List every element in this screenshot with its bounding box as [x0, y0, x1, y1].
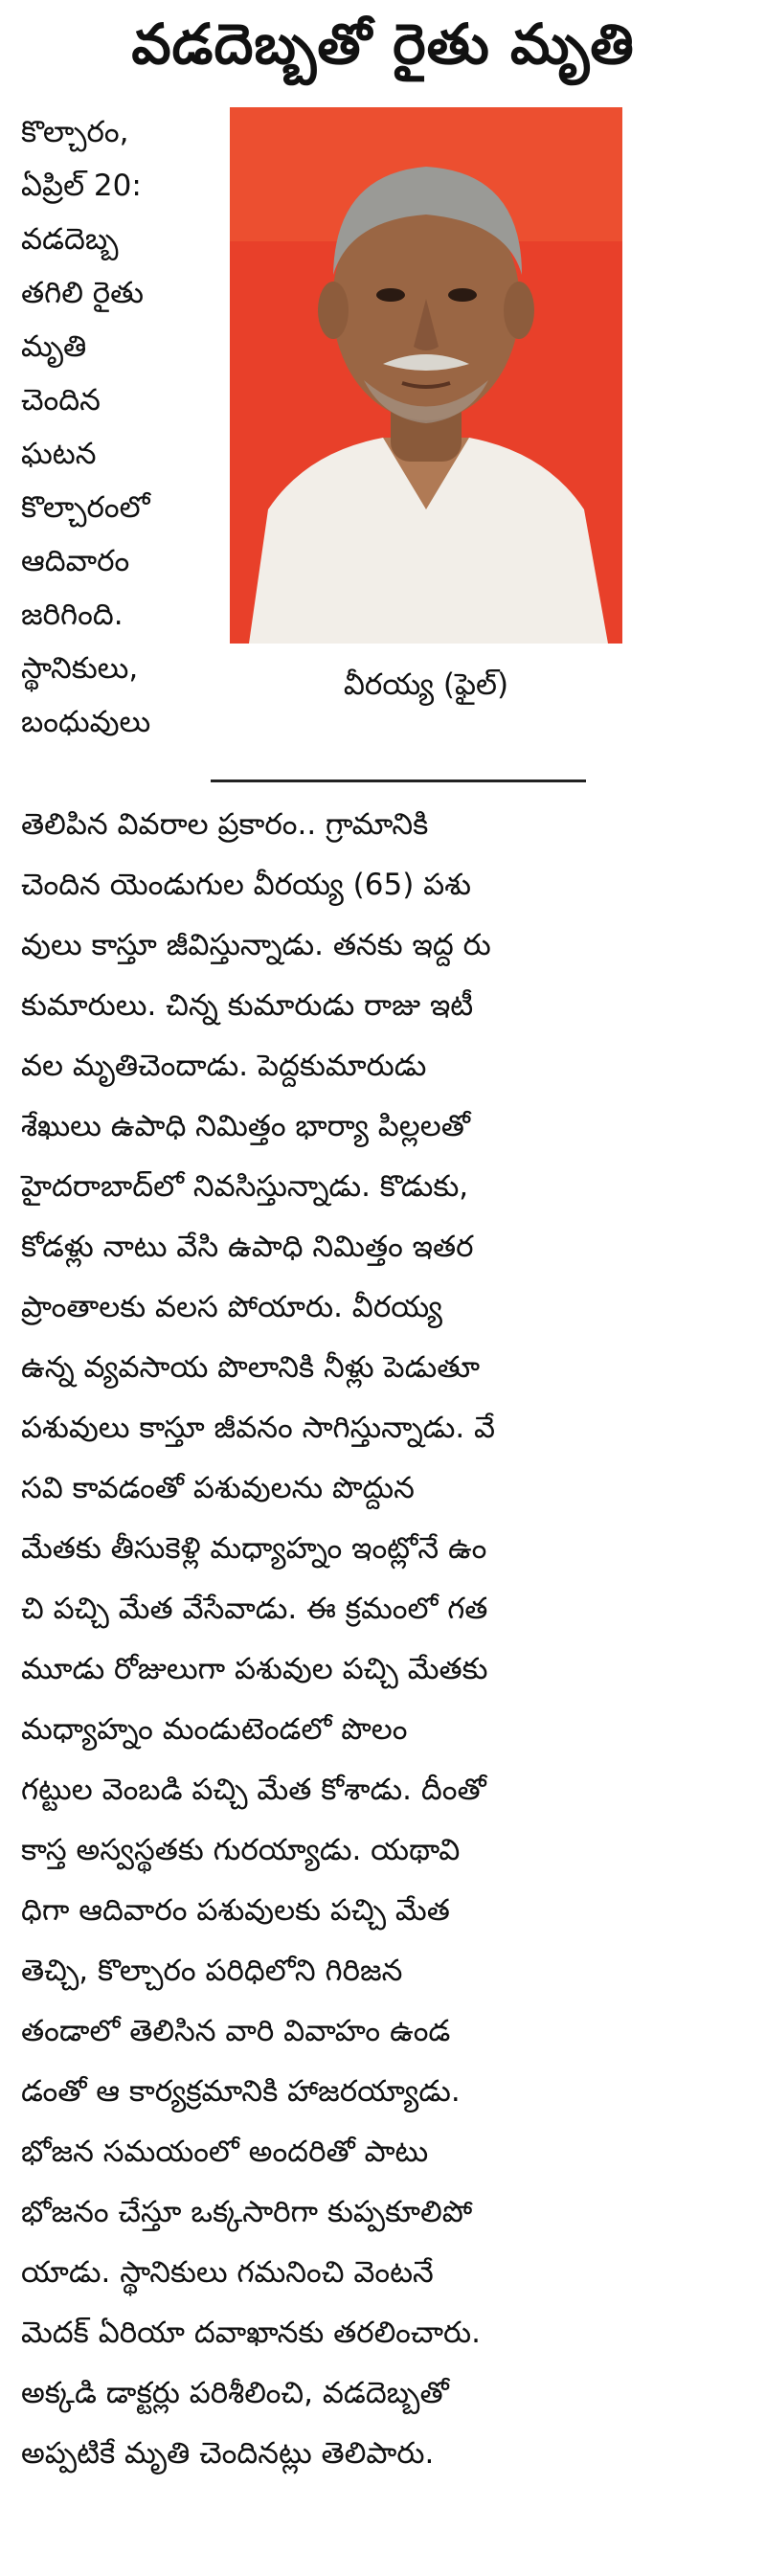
body-line: మధ్యాహ్నం మండుటెండలో పొలం — [21, 1712, 408, 1747]
body-line: యాడు. స్థానికులు గమనించి వెంటనే — [21, 2255, 434, 2290]
portrait-image — [230, 107, 622, 644]
body-line: అక్కడి డాక్టర్లు పరిశీలించి, వడదెబ్బతో — [21, 2376, 449, 2410]
body-line: ఉన్న వ్యవసాయ పొలానికి నీళ్లు పెడుతూ — [21, 1350, 481, 1385]
intro-line: తగిలి రైతు — [21, 276, 144, 310]
body-line: వులు కాస్తూ జీవిస్తున్నాడు. తనకు ఇద్ద రు — [21, 928, 491, 962]
intro-line: బంధువులు — [21, 705, 151, 739]
intro-line: వడదెబ్బ — [21, 222, 119, 257]
body-line: కోడళ్లు నాటు వేసి ఉపాధి నిమిత్తం ఇతర — [21, 1230, 474, 1264]
body-line: పశువులు కాస్తూ జీవనం సాగిస్తున్నాడు. వే — [21, 1411, 496, 1445]
body-line: తండాలో తెలిసిన వారి వివాహం ఉండ — [21, 2014, 451, 2048]
body-line: మూడు రోజులుగా పశువుల పచ్చి మేతకు — [21, 1652, 488, 1686]
body-line: హైదరాబాద్‌లో నివసిస్తున్నాడు. కొడుకు, — [21, 1169, 469, 1204]
body-line: శేఖులు ఉపాధి నిమిత్తం భార్యా పిల్లలతో — [21, 1109, 471, 1143]
headline: వడదెబ్బతో రైతు మృతి — [131, 11, 635, 77]
body-line: గట్టుల వెంబడి పచ్చి మేత కోశాడు. దీంతో — [21, 1773, 486, 1807]
photo-caption: వీరయ్య (ఫైల్) — [343, 667, 509, 702]
body-line: భోజనం చేస్తూ ఒక్కసారిగా కుప్పకూలిపో — [21, 2195, 473, 2229]
intro-line: ఏప్రిల్ 20: — [21, 169, 142, 203]
body-line: మెదక్ ఏరియా దవాఖానకు తరలించారు. — [21, 2316, 481, 2350]
body-line: తెలిపిన వివరాల ప్రకారం.. గ్రామానికి — [21, 807, 429, 842]
body-line: చెందిన యెండుగుల వీరయ్య (65) పశు — [21, 868, 471, 902]
body-line: ప్రాంతాలకు వలస పోయారు. వీరయ్య — [21, 1290, 442, 1324]
caption-divider — [211, 780, 586, 782]
intro-line: చెందిన — [21, 383, 101, 418]
body-line: కాస్త అస్వస్థతకు గురయ్యాడు. యథావి — [21, 1833, 461, 1867]
farmer-photo — [230, 107, 622, 644]
body-line: డంతో ఆ కార్యక్రమానికి హాజరయ్యాడు. — [21, 2074, 461, 2109]
article-body — [21, 795, 634, 2484]
intro-column — [21, 105, 208, 749]
body-line: మేతకు తీసుకెళ్లి మధ్యాహ్నం ఇంట్లోనే ఉం — [21, 1531, 487, 1566]
intro-line: జరిగింది. — [21, 598, 124, 632]
body-line: అప్పటికే మృతి చెందినట్లు తెలిపారు. — [21, 2436, 435, 2471]
body-line: కుమారులు. చిన్న కుమారుడు రాజు ఇటీ — [21, 988, 474, 1023]
body-line: చి పచ్చి మేత వేసేవాడు. ఈ క్రమంలో గత — [21, 1592, 488, 1626]
intro-line: మృతి — [21, 329, 87, 364]
intro-line: కొల్చారంలో — [21, 490, 150, 525]
intro-line: కొల్చారం, — [21, 115, 129, 149]
body-line: సవి కావడంతో పశువులను పొద్దున — [21, 1471, 415, 1505]
body-line: భోజన సమయంలో అందరితో పాటు — [21, 2135, 429, 2169]
intro-line: ఆదివారం — [21, 544, 130, 578]
body-line: వల మృతిచెందాడు. పెద్దకుమారుడు — [21, 1049, 427, 1083]
intro-line: స్థానికులు, — [21, 651, 139, 686]
body-line: ధిగా ఆదివారం పశువులకు పచ్చి మేత — [21, 1893, 450, 1928]
intro-line: ఘటన — [21, 437, 97, 471]
body-line: తెచ్చి, కొల్చారం పరిధిలోని గిరిజన — [21, 1954, 403, 1988]
